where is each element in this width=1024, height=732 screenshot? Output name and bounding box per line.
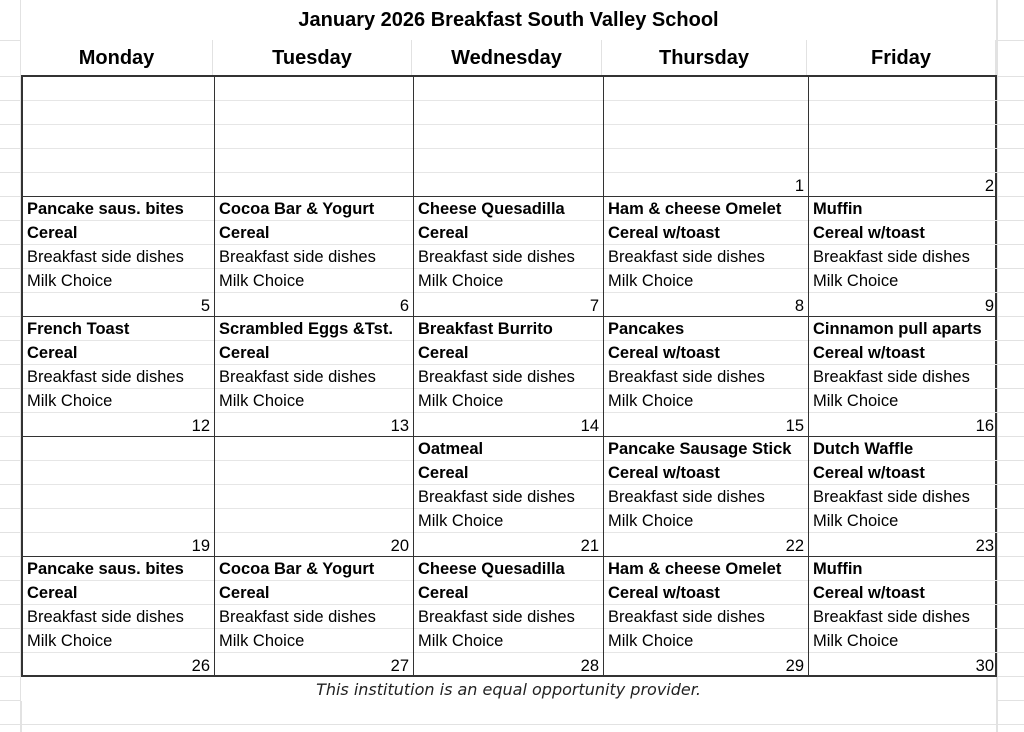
date-number: 27	[390, 657, 409, 675]
date-number: 12	[191, 417, 210, 435]
page-title: January 2026 Breakfast South Valley School	[21, 0, 996, 40]
row-rule	[215, 172, 413, 173]
row-rule	[414, 148, 603, 149]
menu-entree: Pancake Sausage Stick	[608, 440, 792, 458]
row-rule	[604, 100, 808, 101]
row-rule	[215, 532, 413, 533]
row-rule	[809, 172, 998, 173]
menu-item: Breakfast side dishes	[813, 608, 970, 626]
menu-entree: Ham & cheese Omelet	[608, 200, 782, 218]
date-number: 20	[390, 537, 409, 555]
footer-disclaimer: This institution is an equal opportunity provider.	[21, 677, 996, 701]
day-cell	[414, 197, 604, 317]
menu-item: Breakfast side dishes	[813, 248, 970, 266]
row-rule	[809, 100, 998, 101]
week-separator	[23, 196, 995, 197]
menu-item: Breakfast side dishes	[219, 248, 376, 266]
menu-item: Milk Choice	[608, 512, 694, 530]
menu-entree: Ham & cheese Omelet	[608, 560, 782, 578]
menu-item: Breakfast side dishes	[27, 248, 184, 266]
row-rule	[414, 100, 603, 101]
day-cell	[215, 77, 414, 197]
menu-item: Cereal w/toast	[813, 584, 925, 602]
menu-item: Breakfast side dishes	[813, 368, 970, 386]
menu-item: Cereal	[27, 584, 78, 602]
day-cell	[414, 437, 604, 557]
menu-item: Milk Choice	[418, 392, 504, 410]
menu-item: Cereal	[27, 224, 78, 242]
row-rule	[215, 100, 413, 101]
calendar-grid	[21, 75, 997, 677]
date-number: 21	[580, 537, 599, 555]
day-cell	[809, 317, 998, 437]
row-rule	[215, 148, 413, 149]
row-rule	[23, 100, 214, 101]
menu-entree: Cocoa Bar & Yogurt	[219, 200, 375, 218]
menu-item: Milk Choice	[608, 632, 694, 650]
menu-item: Milk Choice	[27, 632, 113, 650]
day-cell	[414, 557, 604, 677]
day-cell	[23, 77, 215, 197]
menu-entree: Cheese Quesadilla	[418, 560, 565, 578]
weekday-header-monday: Monday	[21, 40, 213, 76]
day-cell	[215, 557, 414, 677]
weekday-header-thursday: Thursday	[602, 40, 807, 76]
weekday-header-tuesday: Tuesday	[213, 40, 412, 76]
date-number: 1	[794, 177, 804, 195]
menu-entree: Cocoa Bar & Yogurt	[219, 560, 375, 578]
row-rule	[23, 124, 214, 125]
menu-item: Breakfast side dishes	[418, 488, 575, 506]
week-row	[23, 557, 995, 677]
menu-item: Milk Choice	[418, 272, 504, 290]
menu-item: Milk Choice	[219, 392, 305, 410]
menu-item: Breakfast side dishes	[219, 608, 376, 626]
day-cell	[809, 557, 998, 677]
menu-item: Milk Choice	[418, 632, 504, 650]
day-cell	[604, 77, 809, 197]
menu-entree: Scrambled Eggs &Tst.	[219, 320, 393, 338]
week-row	[23, 77, 995, 197]
menu-item: Milk Choice	[27, 272, 113, 290]
menu-item: Milk Choice	[813, 272, 899, 290]
row-rule	[23, 172, 214, 173]
menu-item: Breakfast side dishes	[418, 368, 575, 386]
menu-item: Breakfast side dishes	[418, 248, 575, 266]
menu-entree: Cinnamon pull aparts	[813, 320, 982, 338]
menu-item: Cereal w/toast	[608, 224, 720, 242]
day-cell	[809, 197, 998, 317]
row-rule	[809, 124, 998, 125]
menu-entree: French Toast	[27, 320, 130, 338]
menu-item: Milk Choice	[608, 272, 694, 290]
week-row	[23, 437, 995, 557]
menu-item: Breakfast side dishes	[27, 608, 184, 626]
week-separator	[23, 316, 995, 317]
date-number: 13	[390, 417, 409, 435]
menu-entree: Muffin	[813, 560, 863, 578]
week-row	[23, 197, 995, 317]
date-number: 6	[399, 297, 409, 315]
gridline	[0, 724, 1024, 725]
date-number: 15	[785, 417, 804, 435]
day-cell	[809, 77, 998, 197]
date-number: 23	[975, 537, 994, 555]
date-number: 26	[191, 657, 210, 675]
date-number: 30	[975, 657, 994, 675]
menu-item: Cereal	[219, 344, 270, 362]
menu-item: Milk Choice	[27, 392, 113, 410]
menu-item: Breakfast side dishes	[219, 368, 376, 386]
menu-item: Cereal	[27, 344, 78, 362]
row-rule	[215, 508, 413, 509]
row-rule	[23, 484, 214, 485]
date-number: 19	[191, 537, 210, 555]
menu-entree: Pancake saus. bites	[27, 560, 184, 578]
menu-entree: Breakfast Burrito	[418, 320, 553, 338]
menu-item: Breakfast side dishes	[418, 608, 575, 626]
menu-item: Breakfast side dishes	[608, 248, 765, 266]
menu-entree: Pancakes	[608, 320, 685, 338]
menu-item: Milk Choice	[418, 512, 504, 530]
menu-item: Cereal	[418, 584, 469, 602]
day-cell	[414, 77, 604, 197]
row-rule	[215, 484, 413, 485]
menu-item: Milk Choice	[219, 632, 305, 650]
row-rule	[604, 124, 808, 125]
menu-item: Breakfast side dishes	[608, 368, 765, 386]
weekday-header-wednesday: Wednesday	[412, 40, 602, 76]
row-rule	[23, 148, 214, 149]
menu-item: Cereal	[219, 584, 270, 602]
day-cell	[604, 317, 809, 437]
menu-item: Cereal	[418, 344, 469, 362]
menu-item: Cereal	[219, 224, 270, 242]
date-number: 29	[785, 657, 804, 675]
menu-item: Milk Choice	[608, 392, 694, 410]
menu-item: Breakfast side dishes	[813, 488, 970, 506]
day-cell	[215, 317, 414, 437]
row-rule	[23, 508, 214, 509]
menu-item: Cereal w/toast	[608, 344, 720, 362]
menu-entree: Muffin	[813, 200, 863, 218]
date-number: 16	[975, 417, 994, 435]
row-rule	[215, 124, 413, 125]
row-rule	[215, 460, 413, 461]
menu-item: Cereal w/toast	[813, 344, 925, 362]
menu-item: Breakfast side dishes	[608, 488, 765, 506]
row-rule	[809, 148, 998, 149]
weekday-header-row	[21, 40, 996, 76]
date-number: 14	[580, 417, 599, 435]
menu-entree: Dutch Waffle	[813, 440, 914, 458]
day-cell	[215, 197, 414, 317]
menu-item: Cereal w/toast	[608, 584, 720, 602]
day-cell	[215, 437, 414, 557]
row-rule	[604, 148, 808, 149]
day-cell	[809, 437, 998, 557]
day-cell	[23, 317, 215, 437]
menu-entree: Pancake saus. bites	[27, 200, 184, 218]
date-number: 2	[984, 177, 994, 195]
menu-entree: Cheese Quesadilla	[418, 200, 565, 218]
date-number: 28	[580, 657, 599, 675]
menu-item: Cereal	[418, 464, 469, 482]
menu-item: Cereal w/toast	[813, 224, 925, 242]
day-cell	[23, 197, 215, 317]
menu-item: Cereal w/toast	[608, 464, 720, 482]
date-number: 8	[794, 297, 804, 315]
row-rule	[23, 532, 214, 533]
row-rule	[604, 172, 808, 173]
week-row	[23, 317, 995, 437]
menu-item: Milk Choice	[219, 272, 305, 290]
date-number: 22	[785, 537, 804, 555]
menu-item: Breakfast side dishes	[27, 368, 184, 386]
menu-item: Cereal w/toast	[813, 464, 925, 482]
row-rule	[414, 124, 603, 125]
day-cell	[23, 557, 215, 677]
day-cell	[604, 197, 809, 317]
row-rule	[414, 172, 603, 173]
menu-item: Breakfast side dishes	[608, 608, 765, 626]
weekday-header-friday: Friday	[807, 40, 996, 76]
date-number: 7	[589, 297, 599, 315]
row-rule	[23, 460, 214, 461]
menu-item: Milk Choice	[813, 392, 899, 410]
week-separator	[23, 436, 995, 437]
day-cell	[414, 317, 604, 437]
day-cell	[604, 437, 809, 557]
menu-item: Milk Choice	[813, 512, 899, 530]
date-number: 5	[200, 297, 210, 315]
menu-item: Cereal	[418, 224, 469, 242]
menu-entree: Oatmeal	[418, 440, 484, 458]
date-number: 9	[984, 297, 994, 315]
day-cell	[604, 557, 809, 677]
week-separator	[23, 556, 995, 557]
menu-item: Milk Choice	[813, 632, 899, 650]
day-cell	[23, 437, 215, 557]
